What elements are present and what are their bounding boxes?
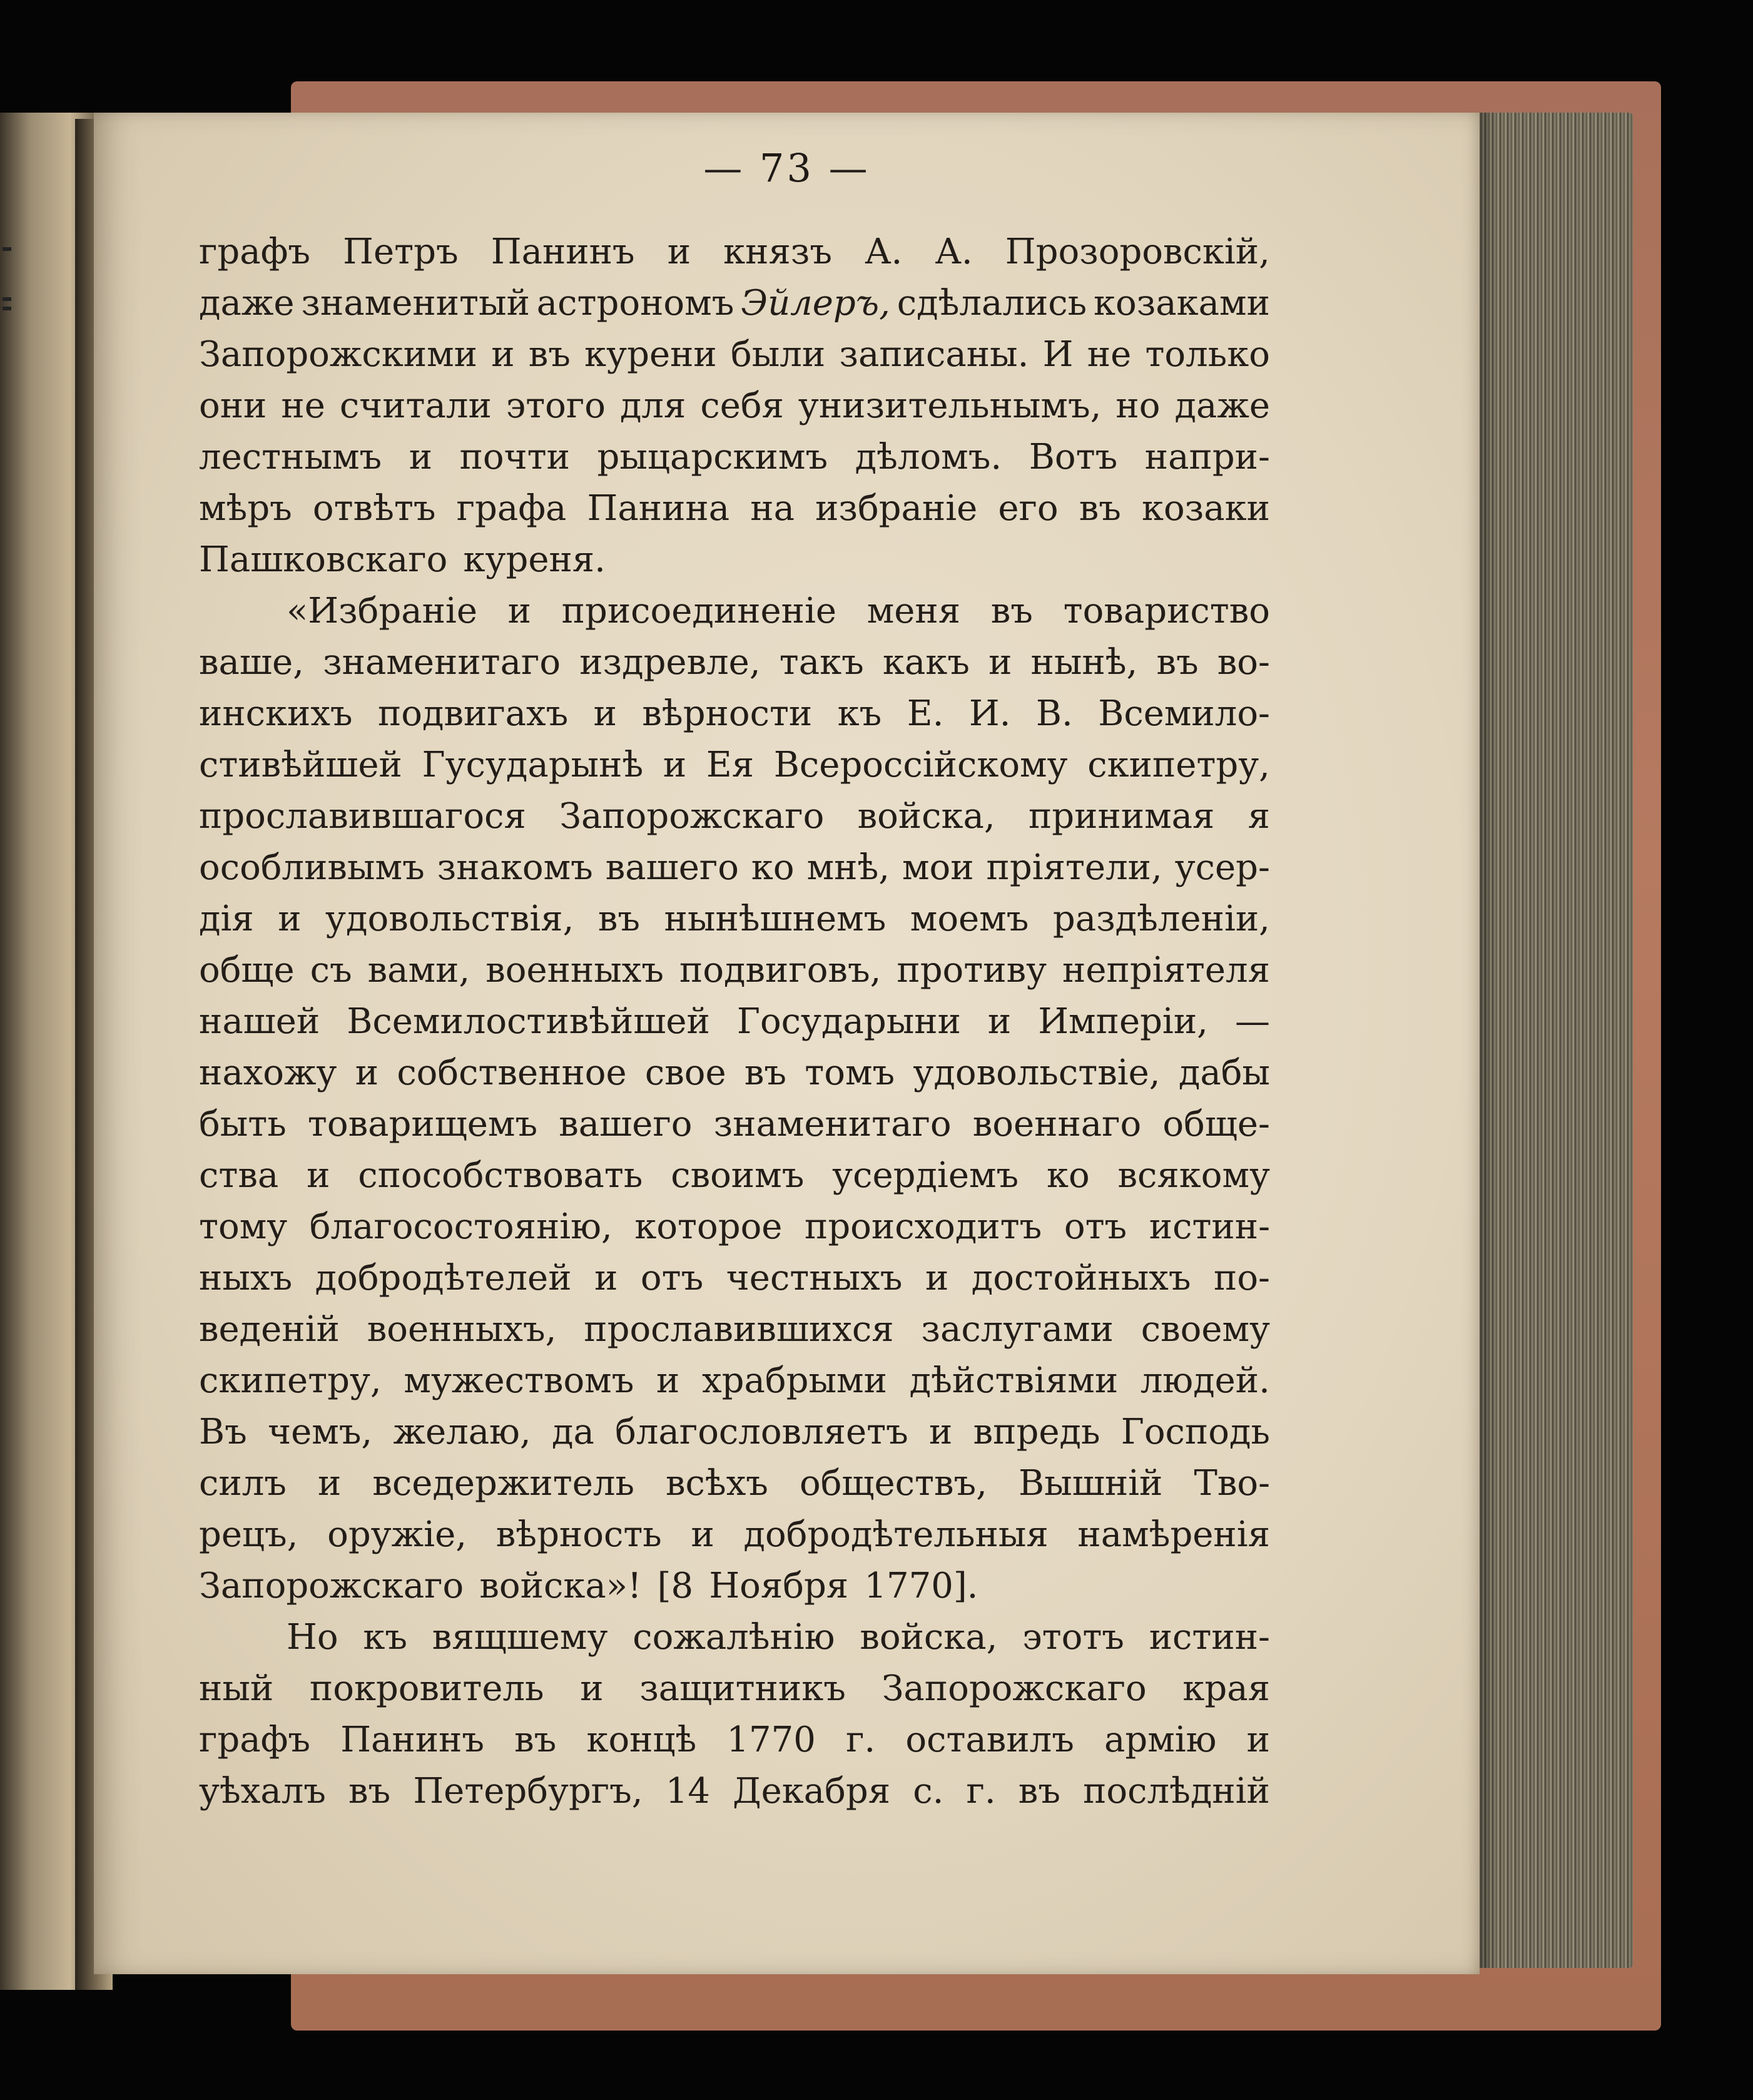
word: инскихъ bbox=[199, 693, 353, 734]
word: куреня. bbox=[463, 539, 606, 580]
word: Панинъ bbox=[490, 232, 635, 272]
word: удовольствія, bbox=[325, 899, 574, 939]
word: избраніе bbox=[815, 488, 978, 529]
word: военныхъ bbox=[485, 950, 664, 991]
word: удовольствіе, bbox=[913, 1053, 1161, 1093]
word: Пашковскаго bbox=[199, 539, 448, 580]
word: томъ bbox=[805, 1053, 895, 1093]
word: раздѣленіи, bbox=[1052, 899, 1270, 939]
word: непріятеля bbox=[1062, 950, 1270, 991]
word: въ bbox=[1018, 1771, 1060, 1812]
word: свое bbox=[644, 1053, 726, 1093]
word: намѣренія bbox=[1077, 1514, 1270, 1555]
word: Запорожскаго bbox=[559, 796, 825, 837]
word: даже bbox=[1174, 385, 1270, 426]
word: Е. bbox=[907, 693, 944, 734]
word: знаменитый bbox=[301, 283, 530, 324]
word: да bbox=[552, 1412, 594, 1452]
word: и bbox=[929, 1412, 953, 1452]
word: всякому bbox=[1117, 1155, 1270, 1196]
word: Въ bbox=[199, 1412, 247, 1452]
text-line bbox=[199, 1253, 1270, 1304]
text-line bbox=[199, 227, 1270, 278]
text-line bbox=[199, 1612, 1270, 1663]
word: даже bbox=[199, 283, 295, 324]
word: въ bbox=[597, 899, 641, 939]
word: Запорожскаго bbox=[199, 1566, 464, 1606]
word: козаками bbox=[1094, 283, 1270, 324]
word: издревле, bbox=[579, 642, 761, 683]
word: и bbox=[667, 232, 691, 272]
word: дія bbox=[199, 899, 254, 939]
word: Декабря bbox=[733, 1771, 891, 1812]
text-line bbox=[199, 637, 1270, 688]
word: и bbox=[278, 899, 302, 939]
text-line bbox=[199, 1663, 1270, 1715]
word: не bbox=[1087, 334, 1132, 375]
word: Панинъ bbox=[340, 1720, 485, 1760]
text-line bbox=[199, 688, 1270, 740]
word: по- bbox=[1214, 1258, 1270, 1298]
word: ко bbox=[1046, 1155, 1090, 1196]
word: знаменитаго bbox=[713, 1104, 952, 1144]
word: храбрыми bbox=[702, 1360, 887, 1401]
word: и bbox=[691, 1514, 714, 1555]
word: истин- bbox=[1149, 1206, 1270, 1247]
word: обще bbox=[199, 950, 295, 991]
word: 1770 bbox=[726, 1720, 816, 1760]
word: мнѣ, bbox=[806, 847, 890, 888]
word: и bbox=[663, 745, 687, 785]
word: заслугами bbox=[921, 1309, 1114, 1350]
text-line bbox=[199, 1715, 1270, 1766]
word: его bbox=[998, 488, 1059, 529]
word: Всемилостивѣйшей bbox=[347, 1001, 710, 1042]
word: добродѣтелей bbox=[315, 1258, 572, 1298]
word: способствовать bbox=[358, 1155, 643, 1196]
word: въ bbox=[744, 1053, 787, 1093]
word: усер- bbox=[1174, 847, 1270, 888]
text-line bbox=[199, 483, 1270, 534]
word: и bbox=[593, 693, 617, 734]
word: мѣръ bbox=[199, 488, 292, 529]
word: покровитель bbox=[309, 1668, 544, 1709]
word: людей. bbox=[1140, 1360, 1270, 1401]
word: дѣйствіями bbox=[909, 1360, 1119, 1401]
word: подвигахъ bbox=[377, 693, 569, 734]
italic-word: Эйлеръ, bbox=[741, 283, 890, 324]
word: и bbox=[580, 1668, 604, 1709]
word: напри- bbox=[1144, 437, 1270, 477]
word: и bbox=[307, 1155, 330, 1196]
word: — bbox=[1234, 1001, 1270, 1042]
text-line bbox=[199, 1407, 1270, 1458]
word: для bbox=[619, 385, 686, 426]
word: но bbox=[1115, 385, 1161, 426]
word: А. bbox=[865, 232, 903, 272]
word: графъ bbox=[199, 1720, 311, 1760]
word: обще- bbox=[1162, 1104, 1270, 1144]
text-line bbox=[199, 945, 1270, 996]
word: благосостоянію, bbox=[309, 1206, 612, 1247]
word: и bbox=[355, 1053, 379, 1093]
word: и bbox=[507, 591, 531, 631]
word: отъ bbox=[1064, 1206, 1127, 1247]
word: вѣрности bbox=[642, 693, 813, 734]
word: всѣхъ bbox=[666, 1463, 768, 1504]
word: оружіе, bbox=[327, 1514, 467, 1555]
text-line bbox=[199, 1355, 1270, 1407]
word: вседержитель bbox=[372, 1463, 634, 1504]
word: скипетру, bbox=[199, 1360, 382, 1401]
word: этотъ bbox=[1022, 1617, 1124, 1658]
word: отвѣтъ bbox=[312, 488, 436, 529]
word: стивѣйшей bbox=[199, 745, 402, 785]
word: къ bbox=[363, 1617, 407, 1658]
word: этого bbox=[506, 385, 606, 426]
word: лестнымъ bbox=[199, 437, 382, 477]
word: Петербургъ, bbox=[413, 1771, 643, 1812]
word: вашего bbox=[559, 1104, 693, 1144]
text-line bbox=[199, 842, 1270, 894]
word: происходитъ bbox=[805, 1206, 1042, 1247]
word: знаменитаго bbox=[323, 642, 561, 683]
word: Вотъ bbox=[1029, 437, 1118, 477]
word: въ bbox=[348, 1771, 391, 1812]
word: товарищемъ bbox=[307, 1104, 538, 1144]
text-line bbox=[199, 534, 1270, 586]
word: козаки bbox=[1141, 488, 1270, 529]
text-line bbox=[199, 996, 1270, 1047]
word: подвиговъ, bbox=[679, 950, 882, 991]
text-line bbox=[199, 791, 1270, 842]
word: Запорожскими bbox=[199, 334, 477, 375]
word: Прозоровскій, bbox=[1005, 232, 1270, 272]
text-line bbox=[199, 586, 1270, 637]
word: усердіемъ bbox=[832, 1155, 1019, 1196]
word: ныхъ bbox=[199, 1258, 293, 1298]
word: добродѣтельныя bbox=[743, 1514, 1049, 1555]
word: 1770]. bbox=[864, 1566, 978, 1606]
word: чемъ, bbox=[268, 1412, 373, 1452]
word: [8 bbox=[657, 1566, 694, 1606]
word: г. bbox=[966, 1771, 996, 1812]
word: астрономъ bbox=[536, 283, 734, 324]
word: знакомъ bbox=[437, 847, 593, 888]
word: ный bbox=[199, 1668, 274, 1709]
word: ства bbox=[199, 1155, 279, 1196]
text-line bbox=[199, 1201, 1270, 1253]
page-text bbox=[199, 227, 1270, 1817]
margin-mark bbox=[3, 307, 11, 310]
word: въ bbox=[528, 334, 571, 375]
word: такъ bbox=[779, 642, 864, 683]
word: дабы bbox=[1178, 1053, 1270, 1093]
word: Панина bbox=[587, 488, 730, 529]
word: князъ bbox=[723, 232, 832, 272]
word: нахожу bbox=[199, 1053, 337, 1093]
word: противу bbox=[897, 950, 1047, 991]
word: себя bbox=[700, 385, 784, 426]
word: защитникъ bbox=[639, 1668, 846, 1709]
word: Всемило- bbox=[1098, 693, 1270, 734]
word: собственное bbox=[397, 1053, 627, 1093]
word: не bbox=[281, 385, 325, 426]
word: обществъ, bbox=[800, 1463, 987, 1504]
word: вашего bbox=[605, 847, 739, 888]
word: военныхъ, bbox=[367, 1309, 557, 1350]
word: нашей bbox=[199, 1001, 320, 1042]
word: мои bbox=[902, 847, 974, 888]
word: принимая bbox=[1028, 796, 1215, 837]
word: Вышній bbox=[1019, 1463, 1163, 1504]
word: г. bbox=[846, 1720, 876, 1760]
text-line bbox=[199, 432, 1270, 483]
word: въ bbox=[1156, 642, 1199, 683]
margin-mark bbox=[3, 297, 11, 301]
word: благословляетъ bbox=[615, 1412, 908, 1452]
word: съ bbox=[310, 950, 352, 991]
word: въ bbox=[990, 591, 1033, 631]
word: и bbox=[491, 334, 515, 375]
text-line bbox=[199, 1766, 1270, 1817]
text-line bbox=[199, 1509, 1270, 1561]
word: 14 bbox=[665, 1771, 710, 1812]
word: Гусударынѣ bbox=[422, 745, 644, 785]
word: тому bbox=[199, 1206, 288, 1247]
word: И. bbox=[968, 693, 1011, 734]
text-line bbox=[199, 1099, 1270, 1150]
word: мужествомъ bbox=[404, 1360, 634, 1401]
word: веденій bbox=[199, 1309, 340, 1350]
word: въ bbox=[514, 1720, 557, 1760]
word: къ bbox=[837, 693, 882, 734]
word: были bbox=[730, 334, 826, 375]
word: во- bbox=[1217, 642, 1270, 683]
word: и bbox=[987, 1001, 1012, 1042]
word: рецъ, bbox=[199, 1514, 298, 1555]
text-line bbox=[199, 1150, 1270, 1201]
word: прославившихся bbox=[584, 1309, 894, 1350]
word: впредь bbox=[973, 1412, 1100, 1452]
word: края bbox=[1182, 1668, 1270, 1709]
word: честныхъ bbox=[726, 1258, 903, 1298]
word: моемъ bbox=[910, 899, 1029, 939]
word: вѣрность bbox=[495, 1514, 662, 1555]
text-line bbox=[199, 894, 1270, 945]
word: войска»! bbox=[479, 1566, 642, 1606]
text-line bbox=[199, 380, 1270, 432]
text-line bbox=[199, 740, 1270, 791]
text-line bbox=[199, 1047, 1270, 1099]
word: армію bbox=[1104, 1720, 1217, 1760]
word: дѣломъ. bbox=[855, 437, 1002, 477]
word: ваше, bbox=[199, 642, 304, 683]
word: Петръ bbox=[343, 232, 459, 272]
word: особливымъ bbox=[199, 847, 425, 888]
word: достойныхъ bbox=[971, 1258, 1191, 1298]
word: концѣ bbox=[586, 1720, 697, 1760]
word: своему bbox=[1141, 1309, 1270, 1350]
word: скипетру, bbox=[1087, 745, 1270, 785]
word: на bbox=[750, 488, 795, 529]
word: Ея bbox=[706, 745, 755, 785]
word: и bbox=[317, 1463, 342, 1504]
word: вящшему bbox=[432, 1617, 608, 1658]
word: военнаго bbox=[972, 1104, 1142, 1144]
word: въ bbox=[1079, 488, 1121, 529]
text-line bbox=[199, 1458, 1270, 1509]
word: ко bbox=[751, 847, 795, 888]
word: вами, bbox=[367, 950, 470, 991]
word: товариство bbox=[1063, 591, 1270, 631]
word: почти bbox=[459, 437, 570, 477]
word: графъ bbox=[199, 232, 311, 272]
word: меня bbox=[866, 591, 961, 631]
word: пріятели, bbox=[986, 847, 1162, 888]
text-line bbox=[199, 1304, 1270, 1355]
word: Господь bbox=[1120, 1412, 1270, 1452]
word: и bbox=[925, 1258, 949, 1298]
word: Тво- bbox=[1194, 1463, 1270, 1504]
word: сожалѣнію bbox=[633, 1617, 835, 1658]
word: графа bbox=[456, 488, 567, 529]
word: которое bbox=[634, 1206, 783, 1247]
word: Запорожскаго bbox=[882, 1668, 1147, 1709]
word: силъ bbox=[199, 1463, 287, 1504]
word: какъ bbox=[882, 642, 970, 683]
word: считали bbox=[339, 385, 492, 426]
word: только bbox=[1145, 334, 1270, 375]
word: я bbox=[1247, 796, 1270, 837]
word: и bbox=[988, 642, 1012, 683]
word: присоединеніе bbox=[561, 591, 837, 631]
word: А. bbox=[935, 232, 973, 272]
word: прославившагося bbox=[199, 796, 526, 837]
word: своимъ bbox=[671, 1155, 805, 1196]
word: уѣхалъ bbox=[199, 1771, 326, 1812]
word: курени bbox=[584, 334, 717, 375]
word: Имперіи, bbox=[1038, 1001, 1208, 1042]
word: нынѣшнемъ bbox=[664, 899, 887, 939]
word: с. bbox=[913, 1771, 944, 1812]
text-line bbox=[199, 329, 1270, 380]
word: Но bbox=[287, 1617, 338, 1658]
word: войска, bbox=[857, 796, 995, 837]
word: Государыни bbox=[736, 1001, 961, 1042]
word: желаю, bbox=[393, 1412, 531, 1452]
word: войска, bbox=[860, 1617, 998, 1658]
word: и bbox=[656, 1360, 680, 1401]
word: рыцарскимъ bbox=[597, 437, 828, 477]
word: и bbox=[594, 1258, 618, 1298]
word: Всероссійскому bbox=[773, 745, 1068, 785]
word: отъ bbox=[640, 1258, 704, 1298]
word: истин- bbox=[1149, 1617, 1270, 1658]
word: В. bbox=[1035, 693, 1073, 734]
word: оставилъ bbox=[905, 1720, 1074, 1760]
word: сдѣлались bbox=[897, 283, 1087, 324]
word: послѣдній bbox=[1083, 1771, 1270, 1812]
word: записаны. bbox=[839, 334, 1029, 375]
text-line bbox=[199, 278, 1270, 329]
word: Ноября bbox=[709, 1566, 849, 1606]
page-number: — 73 — bbox=[703, 145, 870, 191]
word: «Избраніе bbox=[287, 591, 477, 631]
word: быть bbox=[199, 1104, 287, 1144]
word: они bbox=[199, 385, 267, 426]
word: и bbox=[409, 437, 433, 477]
word: и bbox=[1246, 1720, 1270, 1760]
text-line bbox=[199, 1561, 1270, 1612]
margin-mark bbox=[3, 247, 11, 251]
word: И bbox=[1042, 334, 1074, 375]
word: унизительнымъ, bbox=[798, 385, 1102, 426]
word: нынѣ, bbox=[1030, 642, 1138, 683]
